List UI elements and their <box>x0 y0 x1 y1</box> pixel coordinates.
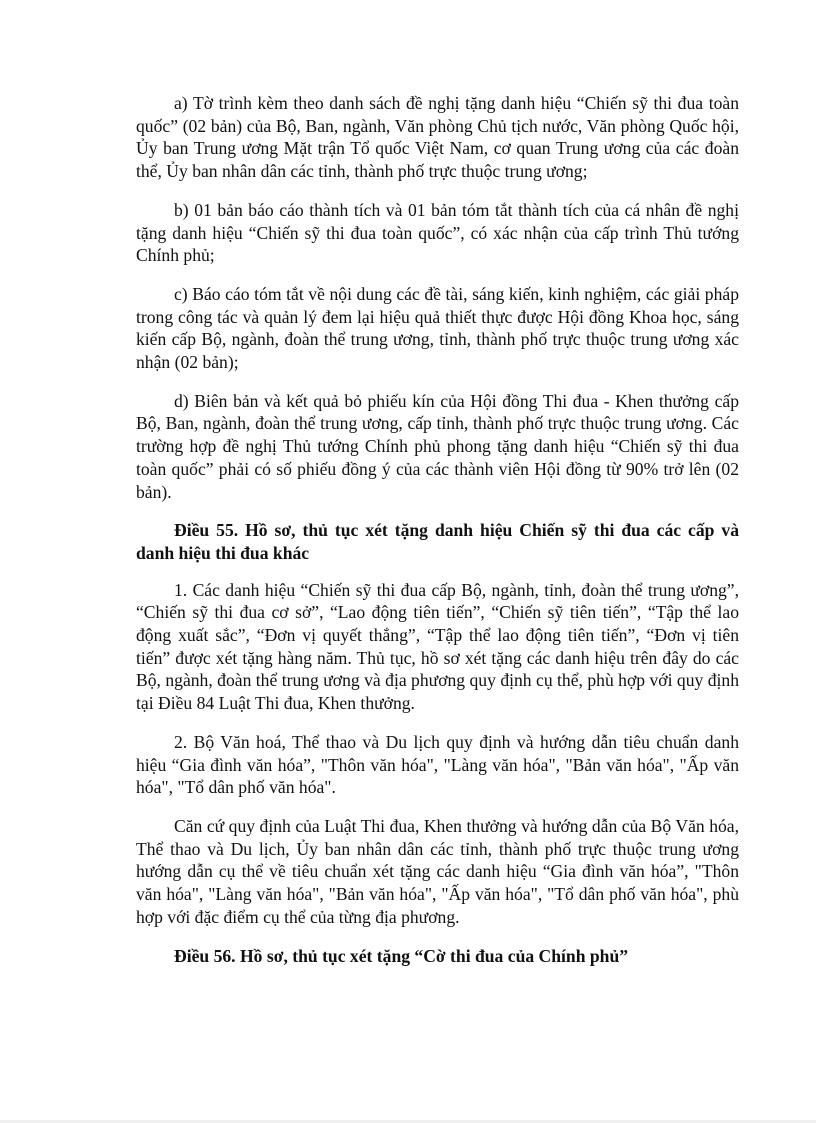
paragraph-item-c: c) Báo cáo tóm tắt về nội dung các đề tài, sáng kiến, kinh nghiệm, các giải pháp trong công tác và quản lý đem lại hiệu quả thiết thực được Hội đồng Khoa học, sáng kiến cấp Bộ, ngành, đoàn thể trung ương, tỉnh, thành phố trực thuộc trung ương xác nhận (02 bản); <box>136 283 739 373</box>
article-55-heading: Điều 55. Hồ sơ, thủ tục xét tặng danh hiệu Chiến sỹ thi đua các cấp và danh hiệu thi đua khác <box>136 520 739 563</box>
paragraph-item-a: a) Tờ trình kèm theo danh sách đề nghị tặng danh hiệu “Chiến sỹ thi đua toàn quốc” (02 bản) của Bộ, Ban, ngành, Văn phòng Chủ tịch nước, Văn phòng Quốc hội, Ủy ban Trung ương Mặt trận Tổ quốc Việt Nam, cơ quan Trung ương của các đoàn thể, Ủy ban nhân dân các tỉnh, thành phố trực thuộc trung ương; <box>136 93 739 182</box>
article-55-basis-paragraph: Căn cứ quy định của Luật Thi đua, Khen thưởng và hướng dẫn của Bộ Văn hóa, Thể thao và Du lịch, Ủy ban nhân dân các tỉnh, thành phố trực thuộc trung ương hướng dẫn cụ thể về tiêu chuẩn xét tặng các danh hiệu “Gia đình văn hóa”, "Thôn văn hóa", "Làng văn hóa", "Bản văn hóa", "Ấp văn hóa", "Tổ dân phố văn hóa", phù hợp với đặc điểm cụ thể của từng địa phương. <box>136 815 739 927</box>
article-55-clause-2: 2. Bộ Văn hoá, Thể thao và Du lịch quy định và hướng dẫn tiêu chuẩn danh hiệu “Gia đình văn hóa”, "Thôn văn hóa", "Làng văn hóa", "Bản văn hóa", "Ấp văn hóa", "Tổ dân phố văn hóa". <box>136 731 739 798</box>
article-56-heading: Điều 56. Hồ sơ, thủ tục xét tặng “Cờ thi đua của Chính phủ” <box>174 945 629 966</box>
document-body <box>136 92 739 981</box>
paragraph-item-b: b) 01 bản báo cáo thành tích và 01 bản tóm tắt thành tích của cá nhân đề nghị tặng danh hiệu “Chiến sỹ thi đua toàn quốc”, có xác nhận của cấp trình Thủ tướng Chính phủ; <box>136 199 739 266</box>
paragraph-item-d: d) Biên bản và kết quả bỏ phiếu kín của Hội đồng Thi đua - Khen thưởng cấp Bộ, Ban, ngành, đoàn thể trung ương, cấp tỉnh, thành phố trực thuộc trung ương. Các trường hợp đề nghị Thủ tướng Chính phủ phong tặng danh hiệu “Chiến sỹ thi đua toàn quốc” phải có số phiếu đồng ý của các thành viên Hội đồng từ 90% trở lên (02 bản). <box>136 390 739 502</box>
article-55-clause-1: 1. Các danh hiệu “Chiến sỹ thi đua cấp Bộ, ngành, tỉnh, đoàn thể trung ương”, “Chiến sỹ thi đua cơ sở”, “Lao động tiên tiến”, “Chiến sỹ tiên tiến”, “Tập thể lao động xuất sắc”, “Đơn vị quyết thắng”, “Tập thể lao động tiên tiến”, “Đơn vị tiên tiến” được xét tặng hàng năm. Thủ tục, hồ sơ xét tặng các danh hiệu trên đây do các Bộ, ngành, đoàn thể trung ương và địa phương quy định cụ thể, phù hợp với quy định tại Điều 84 Luật Thi đua, Khen thưởng. <box>136 579 739 714</box>
